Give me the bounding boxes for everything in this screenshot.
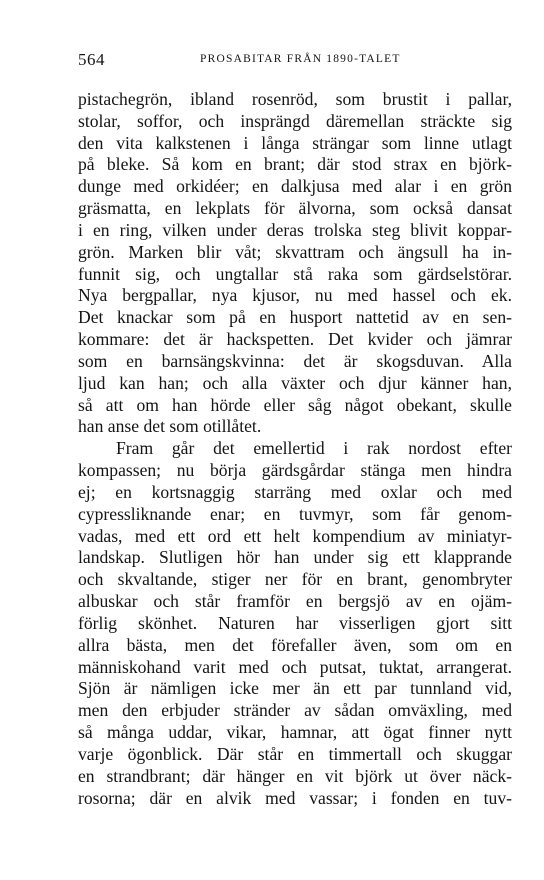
text-line: förlig skönhet. Naturen har visserligen gjort sitt [78,612,512,633]
text-line: ljud kan han; och alla växter och djur känner han, [78,372,512,393]
text-line: en strandbrant; där hänger en vit björk ut över näck- [78,765,512,786]
text-line: som en barnsängskvinna: det är skogsduvan. Alla [78,350,512,371]
text-line: dunge med orkidéer; en dalkjusa med alar i en grön [78,176,512,197]
text-line: i en ring, vilken under deras trolska steg blivit koppar- [78,219,512,240]
text-line: Sjön är nämligen icke mer än ett par tunnland vid, [78,678,512,699]
running-head [78,50,518,72]
text-line: den vita kalkstenen i långa strängar som linne utlagt [78,132,512,153]
text-line: han anse det som otillåtet. [78,416,262,437]
text-line: ej; en kortsnaggig starräng med oxlar och med [78,481,512,502]
text-line: pistachegrön, ibland rosenröd, som brustit i pallar, [78,89,512,109]
running-title: PROSABITAR FRÅN 1890-TALET [200,53,401,65]
text-line: funnit sig, och ungtallar stå raka som gärdselstörar. [78,263,512,284]
text-line: albuskar och står framför en bergsjö av en ojäm- [78,591,512,612]
text-line: så att om han hörde eller såg något obekant, skulle [78,394,512,415]
text-line: allra bästa, men det förefaller även, som om en [78,634,512,655]
text-line: Fram går det emellertid i rak nordost efter [116,438,512,459]
text-line: vadas, med ett ord ett helt kompendium av miniatyr- [78,525,512,546]
page-number: 564 [78,50,105,69]
text-line: gräsmatta, en lekplats för älvorna, som också dansat [78,198,512,219]
text-line: cypressliknande enar; en tuvmyr, som får genom- [78,503,512,524]
text-line: människohand varit med och putsat, tuktat, arrangerat. [78,656,512,677]
text-line: rosorna; där en alvik med vassar; i fonden en tuv- [78,787,512,808]
body-text [78,89,512,809]
text-line: stolar, soffor, och insprängd däremellan sträckte sig [78,110,512,131]
text-line: på bleke. Så kom en brant; där stod strax en björk- [78,154,512,175]
text-line: landskap. Slutligen hör han under sig ett klapprande [78,547,512,568]
text-line: kommare: det är hackspetten. Det kvider och jämrar [78,329,512,350]
text-line: och skvaltande, stiger ner för en brant, genombryter [78,569,512,590]
text-line: Det knackar som på en husport nattetid av en sen- [78,307,512,328]
text-line: men den erbjuder stränder av sådan omväxling, med [78,700,512,721]
text-line: Nya bergpallar, nya kjusor, nu med hassel och ek. [78,285,512,306]
text-line: grön. Marken blir våt; skvattram och ängsull ha in- [78,241,512,262]
text-line: kompassen; nu börja gärdsgårdar stänga men hindra [78,460,512,481]
text-line: så många uddar, vikar, hamnar, att ögat finner nytt [78,722,512,743]
text-line: varje ögonblick. Där står en timmertall och skuggar [78,743,512,764]
